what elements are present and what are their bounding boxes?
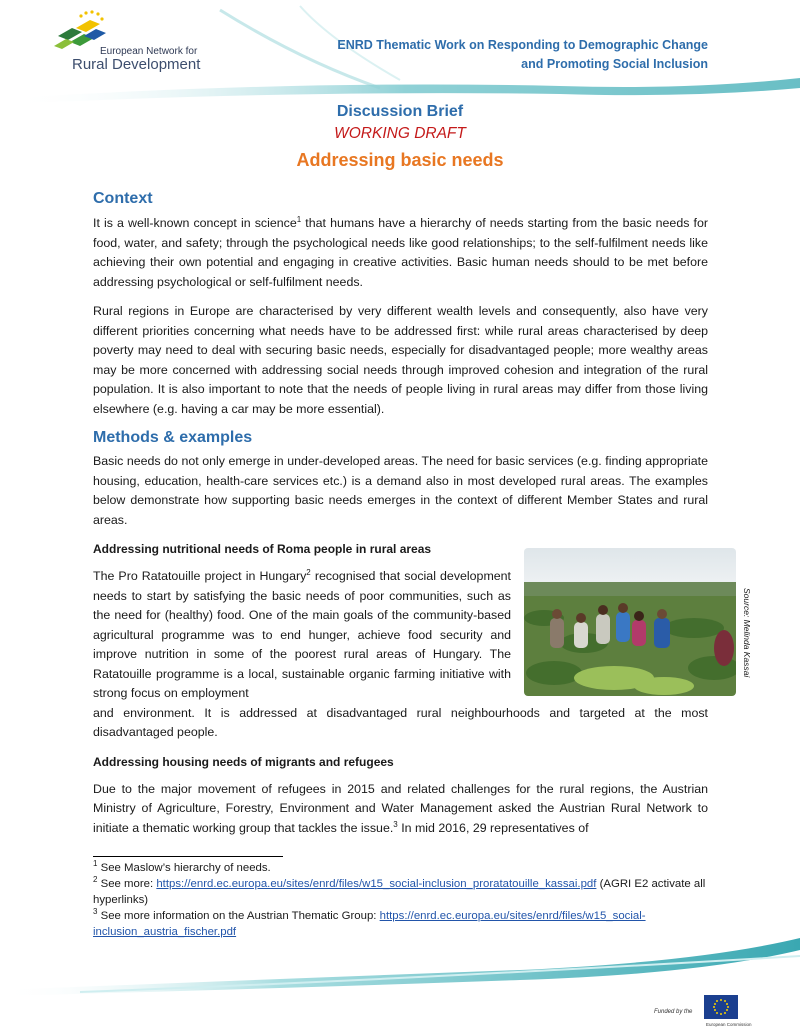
footnote-divider bbox=[93, 856, 283, 857]
footnote-ref-1[interactable]: 1 bbox=[296, 214, 302, 224]
footnotes bbox=[93, 860, 713, 940]
methods-heading: Methods & examples bbox=[93, 429, 253, 446]
footnote-1 bbox=[93, 860, 713, 876]
context-section bbox=[93, 188, 708, 419]
eu-flag-icon bbox=[704, 995, 738, 1019]
enrd-logo[interactable] bbox=[52, 8, 202, 73]
photo-credit bbox=[740, 588, 754, 698]
eu-commission-label: European Commission bbox=[706, 1022, 752, 1027]
farm-photo bbox=[524, 548, 736, 696]
funded-by-label: Funded by the bbox=[654, 1009, 693, 1015]
context-paragraph-1 bbox=[93, 214, 708, 292]
header-title-line2: and Promoting Social Inclusion bbox=[521, 57, 708, 71]
context-heading: Context bbox=[93, 190, 153, 207]
nutrition-text-a: The Pro Ratatouille project in Hungary bbox=[93, 569, 307, 583]
subheading-nutrition: Addressing nutritional needs of Roma people in rural areas bbox=[93, 542, 432, 556]
title-block bbox=[0, 101, 800, 175]
context-p1-text-a: It is a well-known concept in science bbox=[93, 216, 297, 230]
footnote-ref-3[interactable]: 3 bbox=[393, 819, 398, 829]
header-title bbox=[337, 36, 708, 74]
footnote-2-suffix: (AGRI E2 activate all hyperlinks) bbox=[93, 878, 706, 906]
nutrition-text-b: recognised that social development needs to start by satisfying the basic needs of poor communities, such as the need for (healthy) food. One of the main goals of the community-based agricultural programme was to end hunger, achieve food security and improve nutrition in some of the poorest rural areas of Hungary. The Ratatouille programme is a local, sustainable organic farming initiative with strong focus on employment bbox=[93, 569, 511, 700]
topic-title: Addressing basic needs bbox=[296, 150, 504, 170]
footnote-2 bbox=[93, 876, 713, 908]
farm-photo-image bbox=[524, 548, 736, 696]
nutrition-paragraph-cont: and environment. It is addressed at disadvantaged rural neighbourhoods and targeted at the most disadvantaged people. bbox=[93, 705, 708, 739]
header-title-line1: ENRD Thematic Work on Responding to Demographic Change bbox=[337, 38, 708, 52]
footnote-2-link[interactable]: https://enrd.ec.europa.eu/sites/enrd/files/w15_social-inclusion_proratatouille_kassai.pdf bbox=[156, 878, 597, 890]
footnote-ref-2[interactable]: 2 bbox=[306, 567, 311, 577]
footnote-1-number: 1 bbox=[93, 859, 98, 869]
footnote-3-prefix: See more information on the Austrian Thematic Group: bbox=[97, 910, 380, 922]
housing-paragraph bbox=[93, 780, 708, 839]
methods-paragraph-1: Basic needs do not only emerge in under-developed areas. The need for basic services (e.g. finding appropriate housing, education, health-care services etc.) is a demand also in most developed rural areas. The examples below demonstrate how supporting basic needs emerges in the context of different Member States and rural areas. bbox=[93, 454, 708, 527]
housing-text-b: In mid 2016, 29 representatives of bbox=[397, 820, 589, 835]
org-name-line1: European Network for bbox=[100, 46, 198, 57]
housing-text-a: Due to the major movement of refugees in 2015 and related challenges for the rural regions, the Austrian Ministry of Agriculture, Forestry, Environment and Water Management asked the Austrian Rural Network to initiate a thematic working group that tackles the issue. bbox=[93, 781, 708, 835]
footnote-2-prefix: See more: bbox=[97, 878, 157, 890]
photo-credit-text: Source: Melinda Kassai bbox=[742, 588, 752, 678]
working-draft-label: WORKING DRAFT bbox=[334, 125, 466, 142]
footer-swoosh-decoration bbox=[0, 930, 800, 1020]
context-p1-text-b: that humans have a hierarchy of needs starting from the basic needs for food, water, and safety; through the psychological needs like good relationships; to the self-fulfilment needs like achieving their own potential and engaging in creative activities. Basic human needs should to be met before addressing psychological or self-fulfilment needs. bbox=[93, 216, 708, 289]
subheading-housing: Addressing housing needs of migrants and refugees bbox=[93, 754, 394, 769]
org-name-line2: Rural Development bbox=[72, 56, 201, 73]
footnote-3-link[interactable]: https://enrd.ec.europa.eu/sites/enrd/files/w15_social-inclusion_austria_fischer.pdf bbox=[93, 910, 646, 938]
eu-stars bbox=[704, 995, 738, 1019]
nutrition-paragraph bbox=[93, 567, 511, 704]
footnote-3-number: 3 bbox=[93, 907, 98, 917]
footnote-1-text: See Maslow’s hierarchy of needs. bbox=[97, 862, 271, 874]
discussion-brief-title: Discussion Brief bbox=[336, 103, 464, 120]
footnote-2-number: 2 bbox=[93, 875, 98, 885]
context-paragraph-2: Rural regions in Europe are characterised by very different wealth levels and consequently, also have very different priorities concerning what needs have to be addressed first: while rural areas characterised by deep poverty may need to deal with securing basic needs, especially for disadvantaged people; more wealthy areas may be more concerned with addressing social needs through improved cohesion and integration of the rural population. It is also important to note that the needs of people living in rural areas may differ from those living elsewhere (e.g. having a car may be more essential). bbox=[93, 304, 708, 416]
